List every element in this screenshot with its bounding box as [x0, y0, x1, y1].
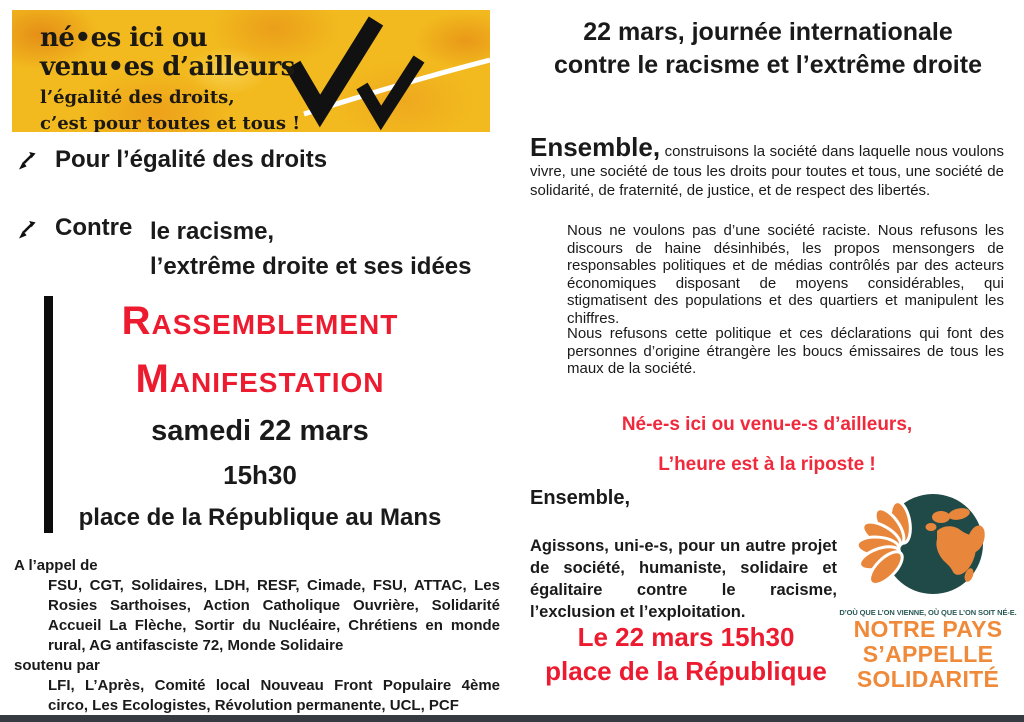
paragraph-society: Nous ne voulons pas d’une société raciste. Nous refusons les discours de haine désinhibés, les propos mensongers de responsables politiques et de médias contrôlés par des acteurs économiques disposant de moyens considérables, qui stigmatisent des populations et des quartiers et manipulent les chiffres.	[567, 222, 1004, 327]
event-heading-manifestation: Manifestation	[135, 357, 385, 401]
agissons-paragraph: Agissons, uni-e-s, pour un autre projet de société, humaniste, solidaire et égalitaire contre le racisme, l’exclusion et l’exploitation.	[530, 537, 837, 621]
paragraph-refusal: Nous refusons cette politique et ces déclarations qui font des personnes d’origine étrangère les boucs émissaires de tous les maux de la société.	[567, 325, 1004, 377]
ensemble-paragraph	[530, 132, 1004, 201]
slogan-pour: Pour l’égalité des droits	[55, 146, 328, 173]
banner-subtitle-line2: c’est pour toutes et tous !	[40, 113, 301, 132]
red-event-date: Le 22 mars 15h30	[577, 622, 795, 652]
logo-line3: SOLIDARITÉ	[856, 666, 1000, 692]
solidarity-logo	[832, 487, 1024, 692]
ensemble-second: Ensemble,	[530, 487, 631, 509]
slogan-contre-line1: le racisme,	[150, 218, 275, 245]
logo-line2: S’APPELLE	[862, 641, 994, 667]
logo-tagline: D’OÙ QUE L’ON VIENNE, OÙ QUE L’ON SOIT NÉ-E.	[839, 608, 1017, 617]
bottom-edge-bar	[0, 715, 1024, 722]
slogan-contre-lines	[150, 214, 472, 284]
globe-hand-logo-icon	[853, 487, 1003, 601]
bullet-arrow-icon	[16, 150, 38, 177]
bullet-arrow-icon	[16, 219, 38, 246]
vertical-rule	[44, 296, 53, 533]
event-date: samedi 22 mars	[151, 415, 369, 447]
slogan-contre-line2: l’extrême droite et ses idées	[150, 253, 472, 280]
event-block	[60, 298, 460, 532]
page-title-line2: contre le racisme et l’extrême droite	[554, 51, 982, 79]
campaign-banner	[12, 10, 490, 132]
ensemble-text: construisons la société dans laquelle nous voulons vivre, une société de tous les droits pour toutes et tous, une société de solidarité, de fraternité, de justice, et de respect des libertés.	[530, 143, 1004, 199]
ensemble-lead: Ensemble,	[530, 132, 661, 162]
banner-title-line1: né•es ici ou	[40, 23, 208, 53]
red-slogan-line2: L’heure est à la riposte !	[658, 454, 876, 475]
call-organizations: FSU, CGT, Solidaires, LDH, RESF, Cimade, FSU, ATTAC, Les Rosies Sarthoises, Action Catholique Ouvrière, Solidarité Accueil La Flèche, Sortir du Nucléaire, Chrétiens en monde rural, AG antifasciste 72, Monde Solidaire	[48, 577, 500, 654]
call-intro: A l’appel de	[14, 557, 98, 574]
red-event-place: place de la République	[545, 656, 827, 686]
slogan-contre-head: Contre	[55, 214, 133, 241]
event-time: 15h30	[223, 460, 297, 490]
event-heading-rassemblement: Rassemblement	[121, 299, 399, 343]
red-slogan-line1: Né-e-s ici ou venu-e-s d’ailleurs,	[621, 414, 913, 435]
banner-title-line2: venu•es d’ailleurs	[40, 52, 295, 82]
organizations-block	[14, 556, 500, 716]
support-intro: soutenu par	[14, 657, 100, 674]
event-place: place de la République au Mans	[78, 504, 442, 531]
logo-line1: NOTRE PAYS	[853, 616, 1003, 642]
page-title-line1: 22 mars, journée internationale	[583, 18, 953, 46]
banner-text	[40, 24, 300, 132]
page-title	[522, 16, 1014, 82]
support-organizations: LFI, L’Après, Comité local Nouveau Front Populaire 4ème circo, Les Ecologistes, Révolution permanente, UCL, PCF	[48, 677, 500, 714]
banner-subtitle-line1: l’égalité des droits,	[40, 87, 235, 108]
